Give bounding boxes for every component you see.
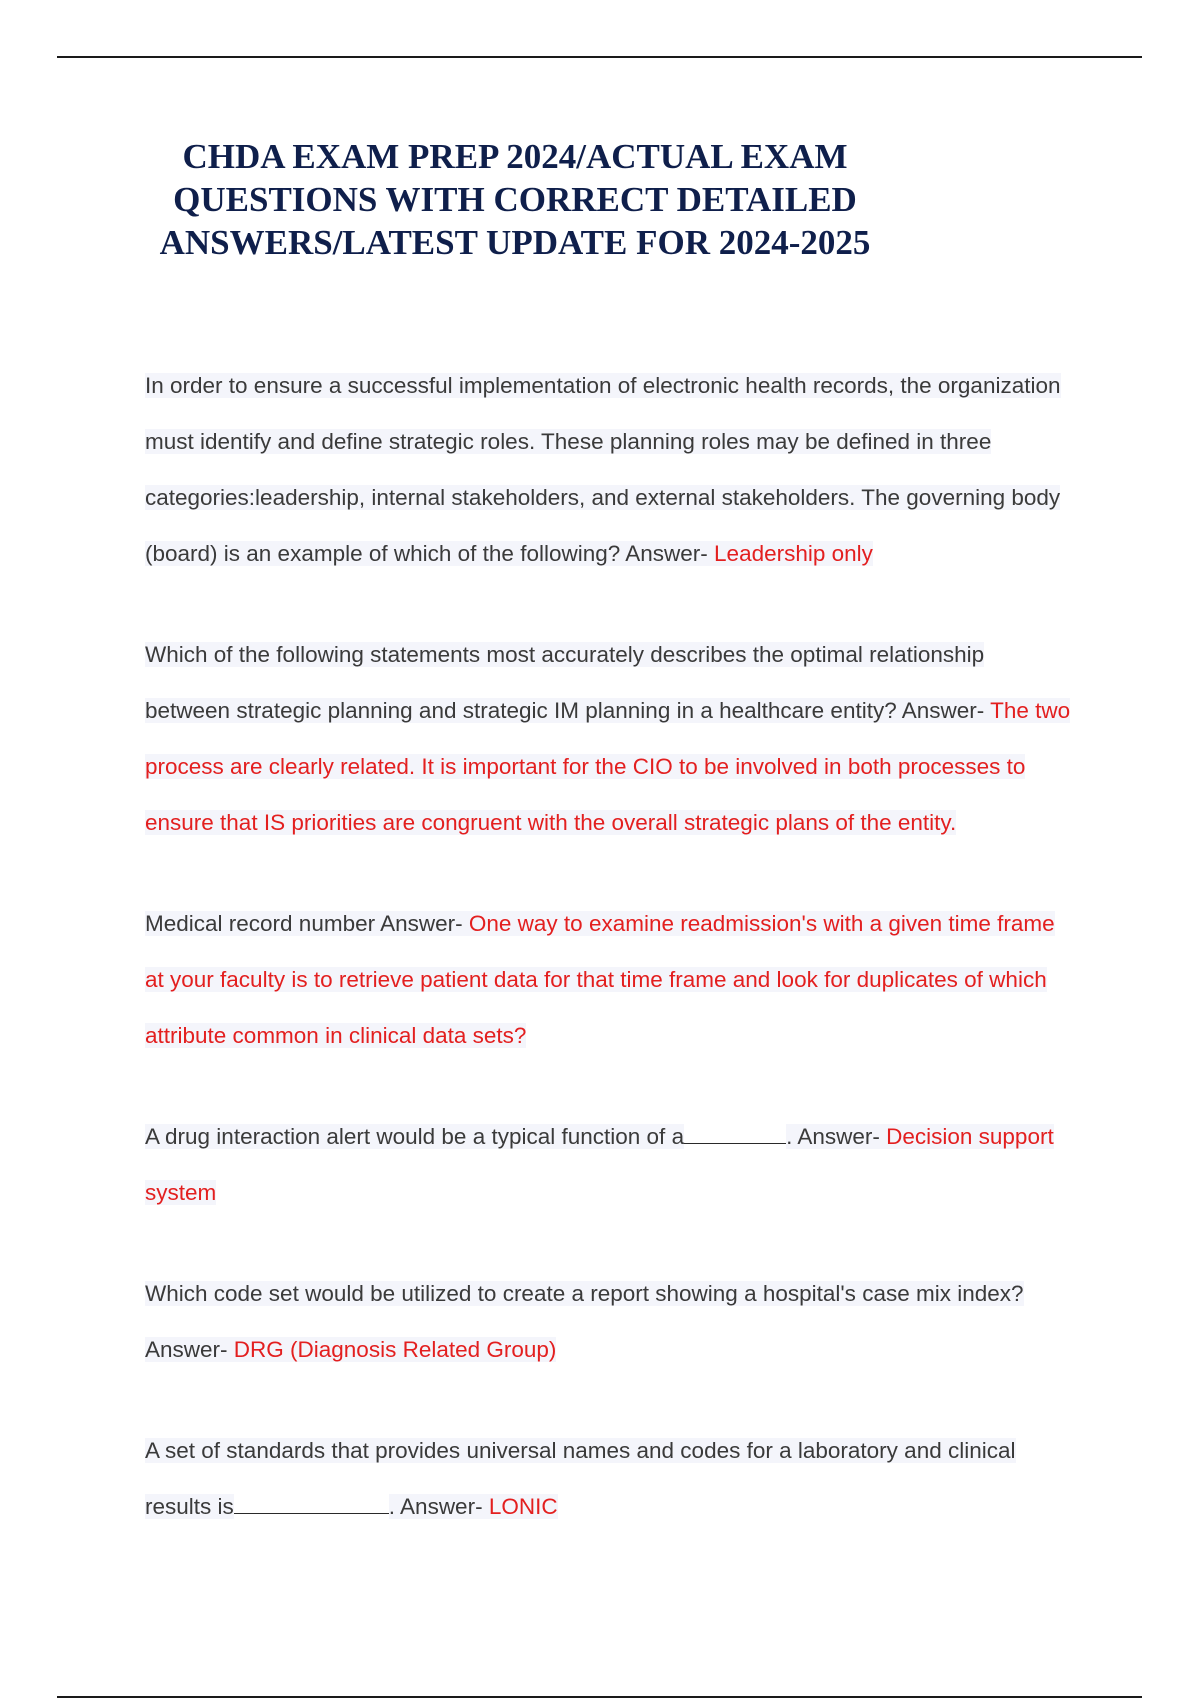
title-line: ANSWERS/LATEST UPDATE FOR 2024-2025 [159,223,871,262]
question-text-suffix: . Answer- [786,1124,887,1149]
question-text: A drug interaction alert would be a typical function of a [145,1124,685,1149]
question-text: In order to ensure a successful implementation of electronic health records, the organization must identify and define strategic roles. These planning roles may be defined in three categories:leadership, internal stakeholders, and external stakeholders. The governing body (board) is an example of which of the following? Answer- [145,373,1061,566]
answer-text: Decision support system [145,1124,1054,1205]
answer-text: One way to examine readmission's with a given time frame at your faculty is to retrieve patient data for that time frame and look for duplicates of which attribute common in clinical data sets? [145,911,1055,1048]
footer-rule [57,1696,1142,1698]
title-line: QUESTIONS WITH CORRECT DETAILED [173,180,857,219]
fill-in-blank [234,1491,389,1515]
question-text: A set of standards that provides universal names and codes for a laboratory and clinical results is [145,1438,1016,1519]
header-rule [57,56,1142,58]
qa-list [145,358,1075,1580]
answer-text: DRG (Diagnosis Related Group) [233,1337,557,1362]
document-title [115,135,915,264]
qa-item [145,896,1075,1064]
question-text: Medical record number Answer- [145,911,469,936]
title-line: CHDA EXAM PREP 2024/ACTUAL EXAM [182,137,848,176]
qa-item [145,1423,1075,1535]
fill-in-blank [684,1121,786,1145]
qa-item [145,627,1075,851]
qa-item [145,1109,1075,1221]
qa-item [145,358,1075,582]
answer-text: The two process are clearly related. It is important for the CIO to be involved in both processes to ensure that IS priorities are congruent with the overall strategic plans of the entity. [145,698,1071,835]
answer-text: Leadership only [714,541,873,566]
question-text-suffix: . Answer- [388,1494,489,1519]
question-text: Which of the following statements most accurately describes the optimal relationship between strategic planning and strategic IM planning in a healthcare entity? Answer- [145,642,991,723]
question-text: Which code set would be utilized to create a report showing a hospital's case mix index? Answer- [145,1281,1024,1362]
qa-item [145,1266,1075,1378]
answer-text: LONIC [488,1494,558,1519]
